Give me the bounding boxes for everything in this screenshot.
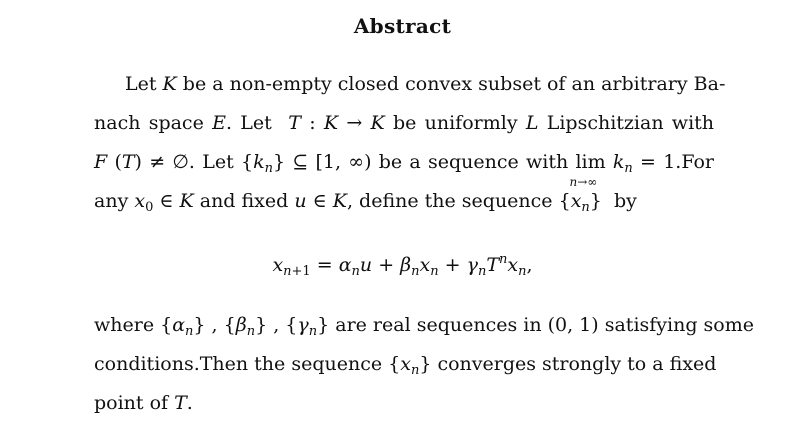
abstract-line-1: Let K be a non-empty closed convex subset of an arbitrary Ba-: [125, 73, 726, 95]
limit-operator: lim n→∞: [569, 151, 606, 189]
abstract-line-7: point of T.: [94, 392, 193, 414]
abstract-line-5: where $\{\alpha_n\}$ , $\{\beta_n\}$ , $\{\gamma_n\}$ are real sequences in (0, 1) satisfying some: [94, 314, 754, 339]
abstract-line-3: F (T) ≠ ∅. Let $\{k_n\}$ ⊆ [1, ∞) be a sequence with lim n→∞ $k_n = 1.For$: [94, 151, 715, 189]
abstract-line-2: nach space E. Let T : K → K be uniformly L Lipschitzian with: [94, 112, 715, 134]
abstract-line-4: any $x_0$ ∈ K and fixed u ∈ K, define the sequence $\{x_n\}$ by: [94, 190, 637, 215]
abstract-line-6: conditions.Then the sequence $\{x_n\}$ converges strongly to a fixed: [94, 353, 717, 378]
display-equation: $x_{n+1} = \alpha_nu + \beta_nx_n + \gamma_nT^nx_n$,: [272, 252, 533, 279]
abstract-title: Abstract: [353, 14, 452, 38]
